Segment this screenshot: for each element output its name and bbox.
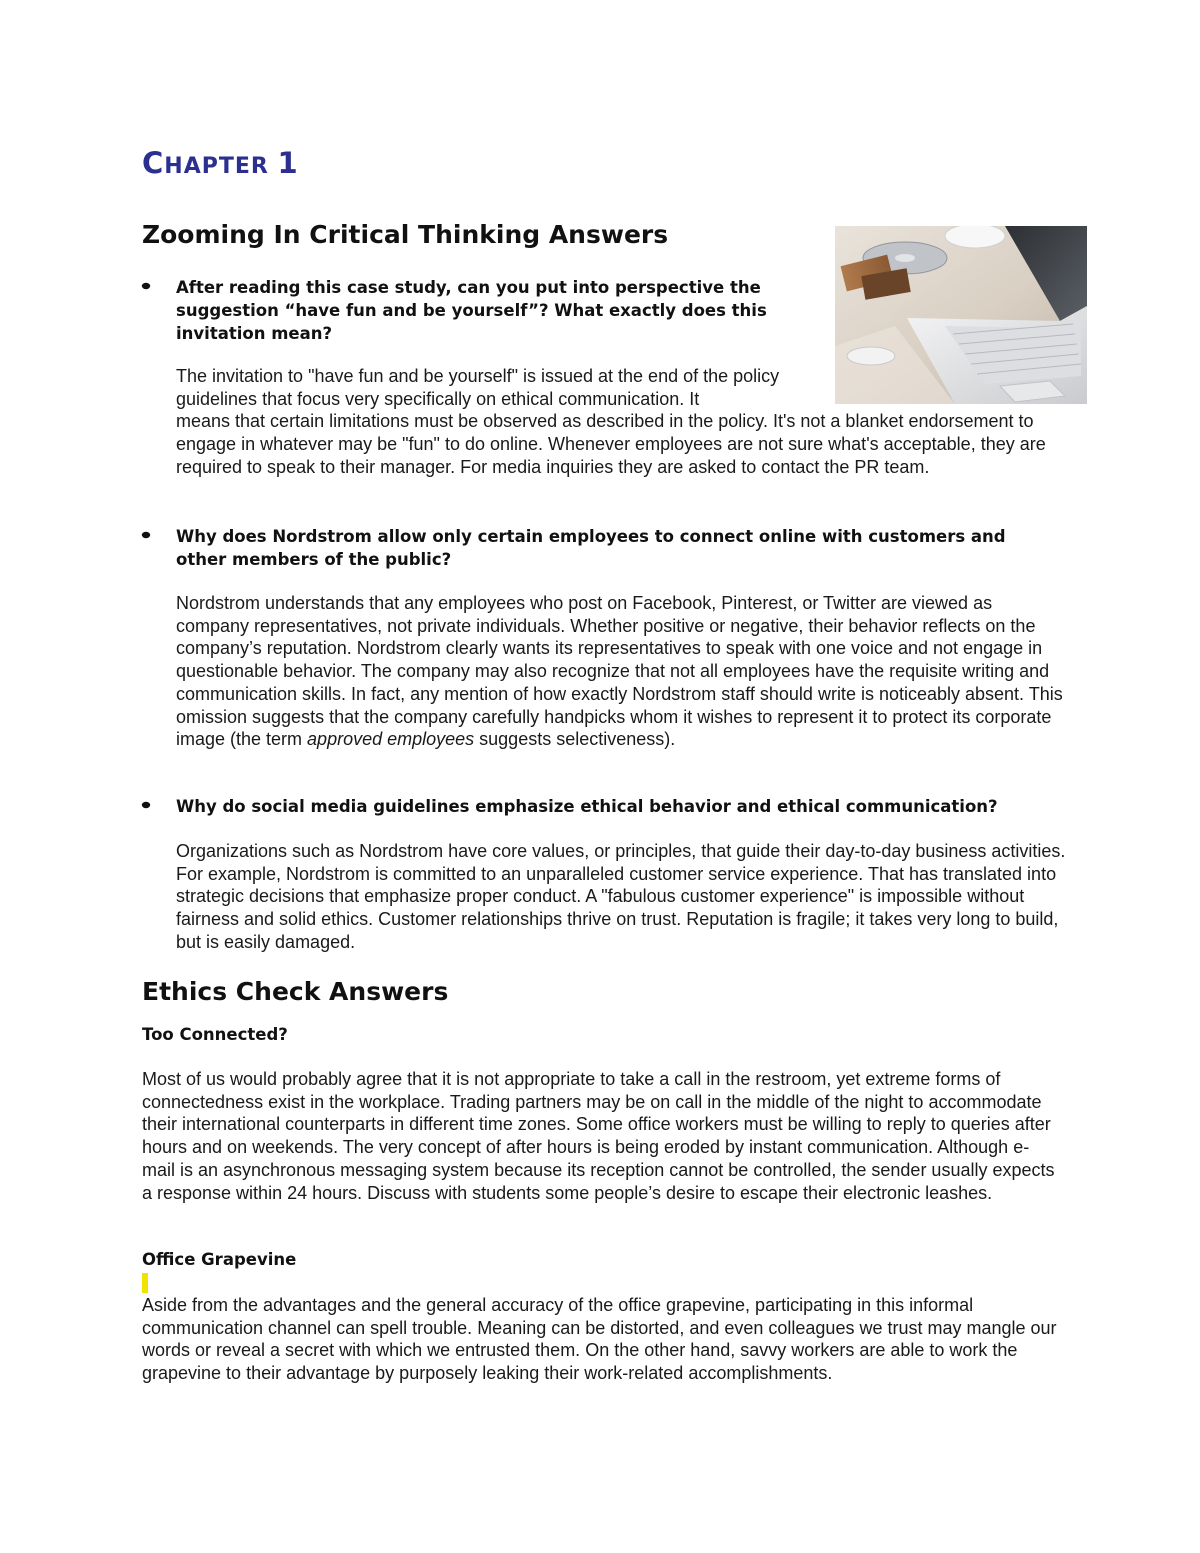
answer-3: Organizations such as Nordstrom have core values, or principles, that guide their day-to-day business activities. For example, Nordstrom is committed to an unparalleled customer service experience. That has translated into strategic decisions that emphasize proper conduct. A "fabulous customer experience" is impossible without fairness and solid ethics. Customer relationships thrive on trust. Reputation is fragile; it takes very long to build, but is easily damaged. [176, 841, 1066, 952]
answer-2-italic-term: approved employees [307, 729, 475, 750]
question-1 [176, 276, 767, 345]
answer-2 [176, 592, 1066, 751]
question-line: suggestion “have fun and be yourself”? What exactly does this [176, 301, 767, 320]
too-connected-text: Most of us would probably agree that it is not appropriate to take a call in the restroom, yet extreme forms of connectedness exist in the workplace. Trading partners may be on call in the middle of the night to accommodate their international counterparts in different time zones. Some office workers must be willing to reply to queries after hours and on weekends. The very concept of after hours is being eroded by instant communication. Although e-mail is an asynchronous messaging system because its reception cannot be controlled, the sender usually expects a response within 24 hours. Discuss with students some people’s desire to escape their electronic leashes. [142, 1069, 1055, 1203]
question-line: After reading this case study, can you put into perspective the [176, 278, 761, 297]
office-grapevine-title: Office Grapevine [142, 1250, 297, 1269]
question-line: Why does Nordstrom allow only certain employees to connect online with customers and [176, 527, 1006, 546]
bullet-icon [141, 282, 151, 290]
chapter-first-letter: C [142, 146, 165, 180]
answer-1 [176, 365, 1066, 479]
question-line: other members of the public? [176, 550, 452, 569]
chapter-title [142, 146, 299, 180]
answer-2-text-end: suggests selectiveness). [474, 729, 676, 750]
chapter-word: HAPTER [164, 154, 269, 179]
bullet-icon [141, 531, 151, 539]
question-2 [176, 525, 1006, 571]
too-connected-title: Too Connected? [142, 1025, 288, 1044]
text-cursor-marker [142, 1273, 148, 1293]
answer-1-wrapped-text: The invitation to "have fun and be yourself" is issued at the end of the policy guidelines that focus very specifically on ethical communication. It [176, 366, 780, 409]
ethics-heading: Ethics Check Answers [142, 977, 449, 1006]
bullet-icon [141, 801, 151, 809]
answer-1-text: means that certain limitations must be observed as described in the policy. It's not a blanket endorsement to engage in whatever may be "fun" to do online. Whenever employees are not sure what's acceptable, they are required to speak to their manager. For media inquiries they are asked to contact the PR team. [176, 411, 1046, 477]
zooming-heading: Zooming In Critical Thinking Answers [142, 220, 669, 249]
question-3 [176, 795, 998, 818]
question-line: invitation mean? [176, 324, 333, 343]
answer-2-text: Nordstrom understands that any employees who post on Facebook, Pinterest, or Twitter are viewed as company representatives, not private individuals. Whether positive or negative, their behavior reflects on the company’s reputation. Nordstrom clearly wants its representatives to speak with one voice and not engage in questionable behavior. The company may also recognize that not all employees have the requisite writing and communication skills. In fact, any mention of how exactly Nordstrom staff should write is noticeably absent. This omission suggests that the company carefully handpicks whom it wishes to represent it to protect its corporate image (the term [176, 593, 1063, 750]
chapter-number: 1 [277, 146, 299, 180]
office-grapevine-text: Aside from the advantages and the general accuracy of the office grapevine, participating in this informal communication channel can spell trouble. Meaning can be distorted, and even colleagues we trust may mangle our words or reveal a secret with which we entrusted them. On the other hand, savvy workers are able to work the grapevine to their advantage by purposely leaking their work-related accomplishments. [142, 1295, 1057, 1384]
question-line: Why do social media guidelines emphasize ethical behavior and ethical communication? [176, 797, 998, 816]
